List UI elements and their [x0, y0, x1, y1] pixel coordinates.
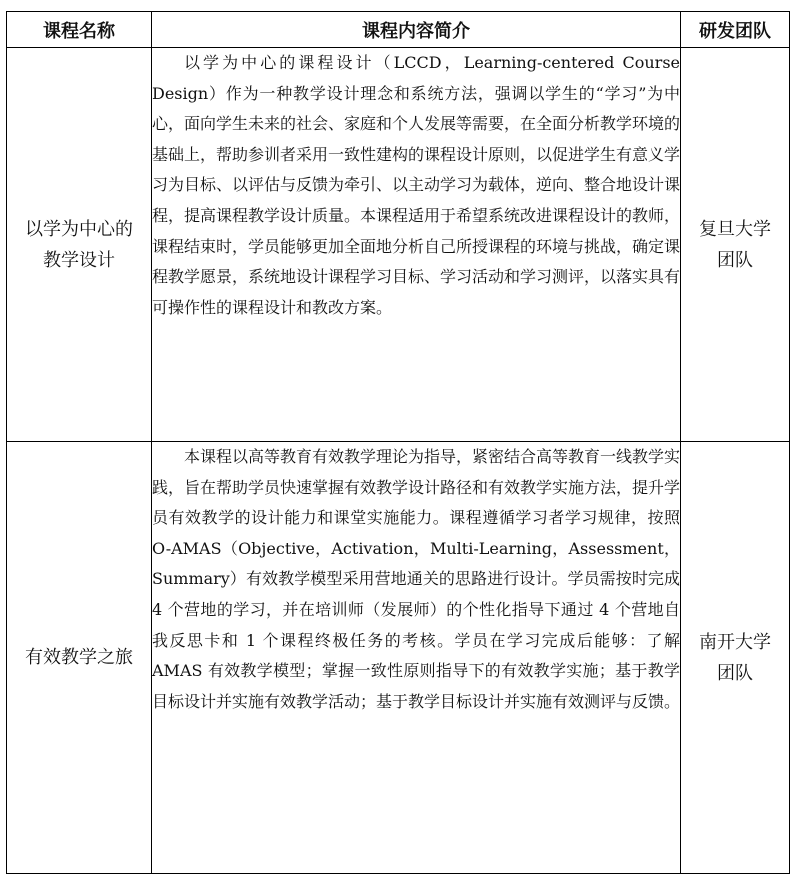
course-name-cell [7, 442, 152, 874]
course-name-cell [7, 48, 152, 442]
dev-team: 复旦大学团队 [699, 218, 771, 271]
table-row [7, 442, 790, 874]
course-description: 以学为中心的课程设计（LCCD，Learning-centered Course Design）作为一种教学设计理念和系统方法，强调以学生的“学习”为中心，面向学生未来的社会、家庭和个人发展等需要，在全面分析教学环境的基础上，帮助参训者采用一致性建构的课程设计原则，以促进学生有意义学习为目标、以评估与反馈为牵引、以主动学习为载体，逆向、整合地设计课程，提高课程教学设计质量。本课程适用于希望系统改进课程设计的教师，课程结束时，学员能够更加全面地分析自己所授课程的环境与挑战，确定课程教学愿景，系统地设计课程学习目标、学习活动和学习测评，以落实具有可操作性的课程设计和教改方案。 [152, 48, 681, 442]
table-row [7, 48, 790, 442]
header-course-description: 课程内容简介 [152, 12, 681, 48]
dev-team-cell [681, 48, 790, 442]
header-dev-team: 研发团队 [681, 12, 790, 48]
dev-team-cell [681, 442, 790, 874]
course-description: 本课程以高等教育有效教学理论为指导，紧密结合高等教育一线教学实践，旨在帮助学员快速掌握有效教学设计路径和有效教学实施方法，提升学员有效教学的设计能力和课堂实施能力。课程遵循学习者学习规律，按照 O-AMAS（Objective，Activation，Multi-Learning，Assessment，Summary）有效教学模型采用营地通关的思路进行设计。学员需按时完成 4 个营地的学习，并在培训师（发展师）的个性化指导下通过 4 个营地自我反思卡和 1 个课程终极任务的考核。学员在学习完成后能够：了解 AMAS 有效教学模型；掌握一致性原则指导下的有效教学实施；基于教学目标设计并实施有效教学活动；基于教学目标设计并实施有效测评与反馈。 [152, 442, 681, 874]
course-name: 有效教学之旅 [25, 647, 133, 668]
header-course-name: 课程名称 [7, 12, 152, 48]
course-table [6, 11, 790, 874]
table-header-row [7, 12, 790, 48]
course-name: 以学为中心的教学设计 [25, 218, 133, 271]
dev-team: 南开大学团队 [699, 631, 771, 684]
